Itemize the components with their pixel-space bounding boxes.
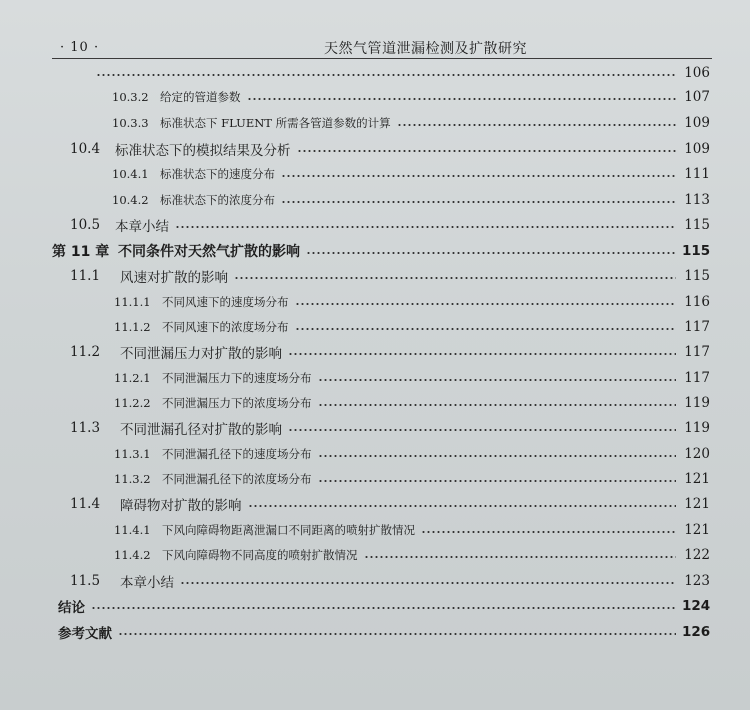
toc-title: 不同泄漏压力下的速度场分布 — [162, 371, 312, 385]
toc-entry — [114, 544, 710, 566]
toc-entry — [114, 316, 710, 338]
toc-title: 不同泄漏压力下的浓度场分布 — [162, 396, 312, 410]
chapter-title: 不同条件对天然气扩散的影响 — [118, 244, 300, 260]
toc-entry — [112, 189, 710, 211]
leader-dots — [318, 379, 677, 381]
toc-page: 106 — [684, 65, 710, 81]
toc-entry — [70, 341, 710, 363]
toc-number: 10.5 — [70, 217, 101, 233]
toc-title: 下风向障碍物距离泄漏口不同距离的喷射扩散情况 — [162, 523, 415, 537]
toc-page: 121 — [684, 471, 710, 487]
leader-dots — [318, 455, 677, 457]
toc-title: 风速对扩散的影响 — [120, 270, 228, 286]
running-header — [52, 36, 712, 59]
toc-page: 117 — [684, 319, 710, 335]
toc-page: 126 — [682, 624, 711, 640]
chapter-number: 第 11 章 — [52, 244, 110, 260]
toc-title: 标准状态下的浓度分布 — [160, 193, 275, 207]
toc-page: 120 — [684, 446, 710, 462]
toc-entry — [70, 417, 710, 439]
leader-dots — [318, 480, 677, 482]
page-number: · 10 · — [60, 40, 100, 55]
leader-dots — [281, 201, 676, 203]
leader-dots — [306, 252, 676, 254]
toc-entry — [112, 86, 710, 108]
toc-page: 116 — [684, 294, 710, 310]
leader-dots — [91, 607, 676, 609]
toc-entry — [112, 112, 710, 134]
leader-dots — [364, 556, 677, 558]
toc-number: 10.4.2 — [112, 193, 149, 207]
leader-dots — [397, 124, 676, 126]
toc-page: 115 — [684, 217, 710, 233]
toc-title: 标准状态下 FLUENT 所需各管道参数的计算 — [160, 116, 391, 130]
toc-entry — [70, 214, 710, 236]
toc-number: 11.3.1 — [114, 447, 151, 461]
toc-page: 124 — [682, 598, 711, 614]
toc-continuation-line — [90, 62, 710, 84]
toc-number: 11.4.2 — [114, 548, 151, 562]
leader-dots — [247, 98, 677, 100]
toc-title: 标准状态下的速度分布 — [160, 167, 275, 181]
toc-title: 结论 — [58, 600, 85, 616]
toc-page: 119 — [684, 420, 710, 436]
toc-backmatter-entry — [58, 621, 710, 643]
toc-number: 11.1.1 — [114, 295, 151, 309]
toc-entry — [70, 265, 710, 287]
toc-number: 11.2.2 — [114, 396, 151, 410]
toc-entry — [70, 138, 710, 160]
toc-page: 117 — [684, 344, 710, 360]
toc-number: 11.2.1 — [114, 371, 151, 385]
leader-dots — [295, 303, 677, 305]
toc-title: 不同泄漏孔径下的浓度场分布 — [162, 472, 312, 486]
toc-title: 标准状态下的模拟结果及分析 — [115, 143, 291, 159]
toc-entry — [114, 443, 710, 465]
toc-page: 117 — [684, 370, 710, 386]
toc-number: 10.4 — [70, 141, 101, 157]
toc-page: 122 — [684, 547, 710, 563]
toc-page: 109 — [684, 141, 710, 157]
leader-dots — [295, 328, 677, 330]
toc-title: 障碍物对扩散的影响 — [120, 498, 242, 514]
toc-number: 11.3.2 — [114, 472, 151, 486]
leader-dots — [288, 429, 676, 431]
toc-number: 10.3.2 — [112, 90, 149, 104]
toc-number: 10.3.3 — [112, 116, 149, 130]
toc-number: 11.1 — [70, 268, 101, 284]
toc-entry — [114, 367, 710, 389]
leader-dots — [96, 74, 676, 76]
toc-entry — [70, 570, 710, 592]
toc-title: 本章小结 — [120, 575, 174, 591]
toc-page: 111 — [684, 166, 710, 182]
toc-backmatter-entry — [58, 595, 710, 617]
toc-page: 119 — [684, 395, 710, 411]
toc-page: 115 — [682, 243, 711, 259]
toc-number: 11.5 — [70, 573, 101, 589]
toc-entry — [114, 468, 710, 490]
toc-entry — [114, 291, 710, 313]
toc-number: 11.4.1 — [114, 523, 151, 537]
toc-chapter-entry — [52, 240, 710, 262]
toc-page: 107 — [684, 89, 710, 105]
toc-entry — [114, 519, 710, 541]
toc-entry — [70, 493, 710, 515]
leader-dots — [248, 505, 677, 507]
toc-title: 给定的管道参数 — [160, 90, 241, 104]
leader-dots — [281, 175, 676, 177]
leader-dots — [297, 150, 677, 152]
toc-title: 不同泄漏孔径下的速度场分布 — [162, 447, 312, 461]
running-title: 天然气管道泄漏检测及扩散研究 — [324, 41, 527, 57]
toc-number: 11.1.2 — [114, 320, 151, 334]
toc-title: 不同风速下的浓度场分布 — [162, 320, 289, 334]
toc-page: 113 — [684, 192, 710, 208]
toc-page: 121 — [684, 496, 710, 512]
leader-dots — [234, 277, 676, 279]
toc-title: 参考文献 — [58, 626, 112, 642]
toc-page: 123 — [684, 573, 710, 589]
toc-page: 115 — [684, 268, 710, 284]
toc-number: 11.3 — [70, 420, 101, 436]
toc-entry — [114, 392, 710, 414]
toc-number: 10.4.1 — [112, 167, 149, 181]
leader-dots — [421, 531, 676, 533]
leader-dots — [175, 226, 676, 228]
leader-dots — [118, 633, 676, 635]
toc-number: 11.2 — [70, 344, 101, 360]
toc-title: 不同泄漏孔径对扩散的影响 — [120, 422, 282, 438]
toc-title: 下风向障碍物不同高度的喷射扩散情况 — [162, 548, 358, 562]
leader-dots — [180, 582, 676, 584]
toc-number: 11.4 — [70, 496, 101, 512]
toc-entry — [112, 163, 710, 185]
leader-dots — [288, 353, 676, 355]
toc-page: 121 — [684, 522, 710, 538]
toc-title: 不同泄漏压力对扩散的影响 — [120, 346, 282, 362]
leader-dots — [318, 404, 677, 406]
toc-page: 109 — [684, 115, 710, 131]
toc-title: 不同风速下的速度场分布 — [162, 295, 289, 309]
toc-title: 本章小结 — [115, 219, 169, 235]
